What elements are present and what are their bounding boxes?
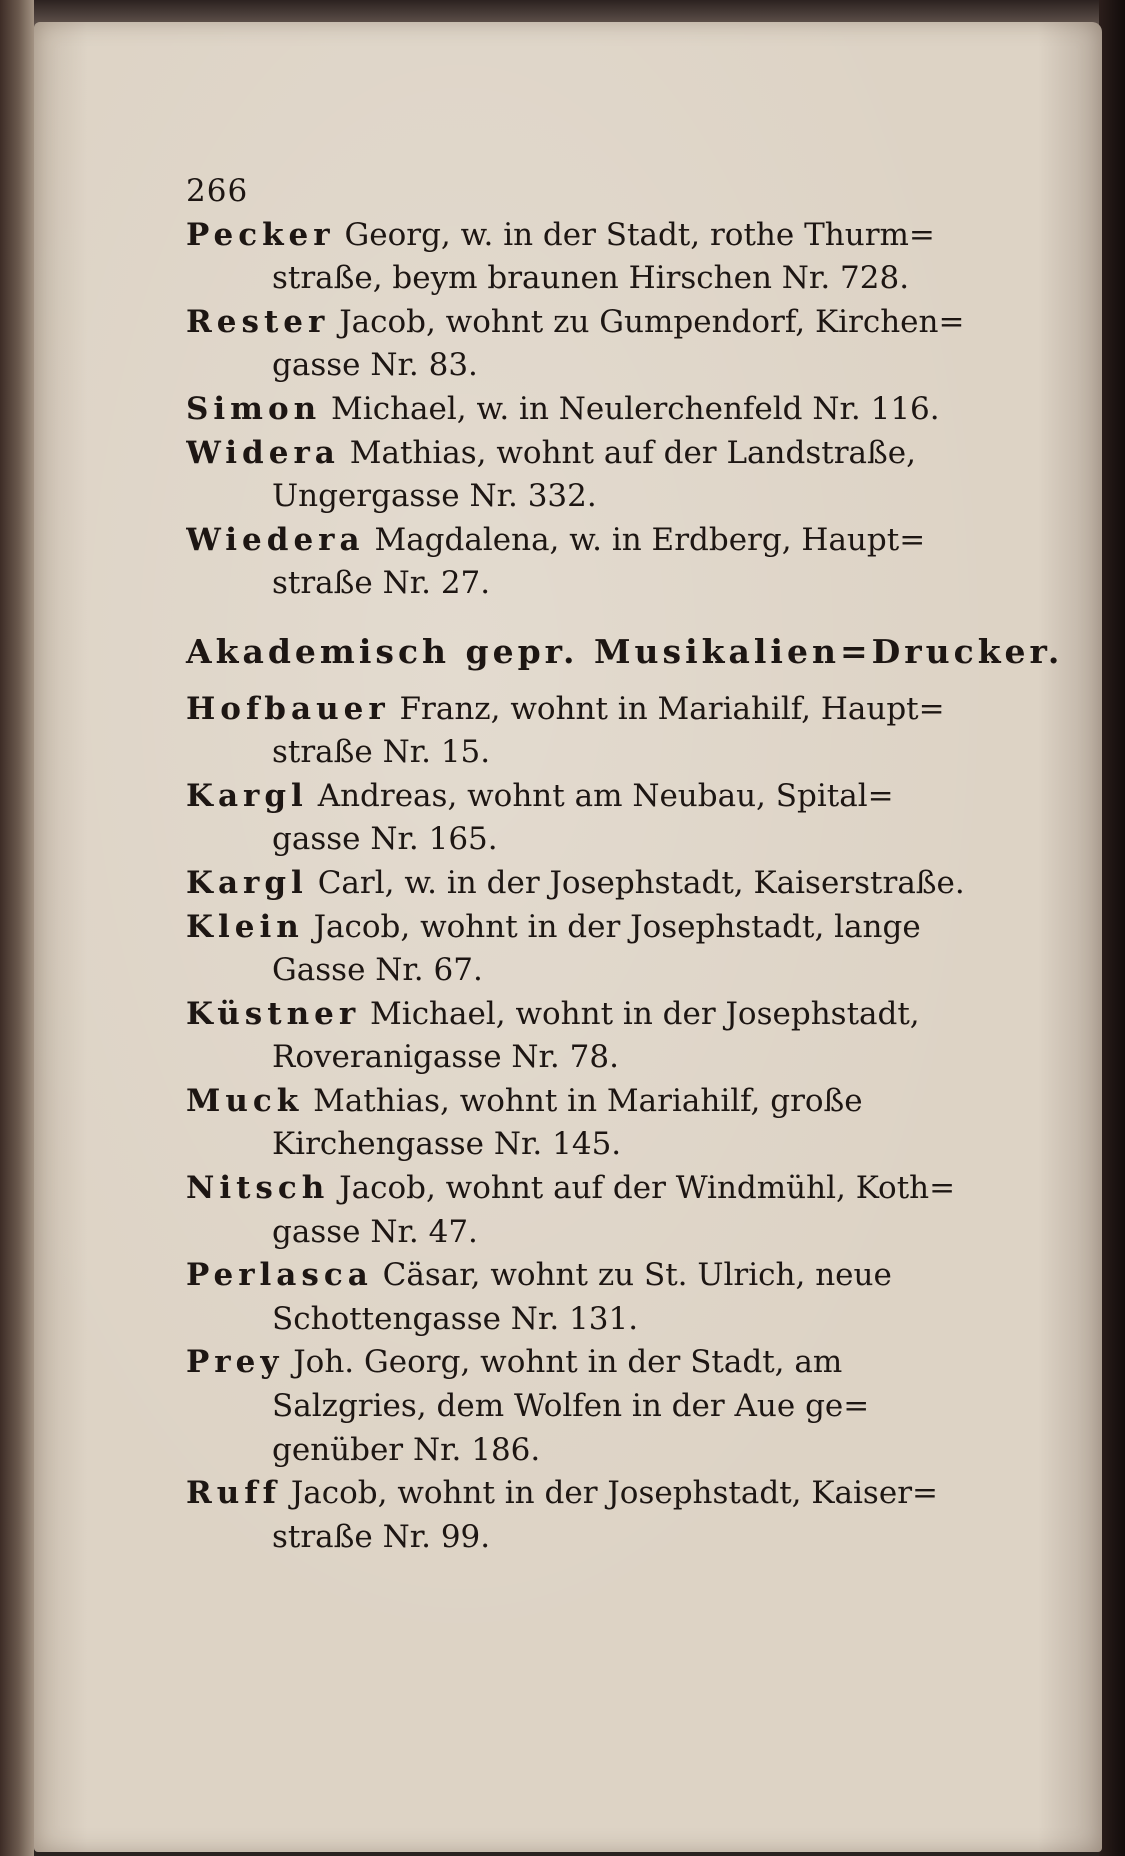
entry-name: Hofbauer bbox=[186, 690, 390, 727]
section-heading: Akademisch gepr. Musikalien=Drucker. bbox=[186, 631, 1064, 671]
entry-text: Jacob, wohnt auf der Windmühl, Koth= bbox=[339, 1170, 956, 1207]
directory-entry bbox=[186, 906, 1026, 993]
entry-name: Widera bbox=[186, 434, 340, 471]
entry-name: Rester bbox=[186, 303, 330, 340]
book-cover-edge bbox=[1099, 0, 1125, 1856]
entry-text: Gasse Nr. 67. bbox=[272, 952, 483, 989]
directory-entry bbox=[186, 775, 1026, 862]
entry-list-printers bbox=[186, 688, 1026, 1560]
entry-text: Mathias, wohnt in Mariahilf, große bbox=[313, 1082, 863, 1119]
entry-text: Jacob, wohnt zu Gumpendorf, Kirchen= bbox=[339, 303, 965, 340]
entry-name: Kargl bbox=[186, 864, 308, 901]
entry-name: Küstner bbox=[186, 995, 361, 1032]
entry-text: Joh. Georg, wohnt in der Stadt, am bbox=[293, 1344, 843, 1381]
directory-entry bbox=[186, 388, 1026, 432]
directory-entry bbox=[186, 519, 1026, 606]
entry-text: Kirchengasse Nr. 145. bbox=[272, 1126, 622, 1163]
entry-text: straße Nr. 99. bbox=[272, 1518, 491, 1555]
entry-name: Nitsch bbox=[186, 1170, 330, 1207]
entry-text: Mathias, wohnt auf der Landstraße, bbox=[349, 434, 916, 471]
entry-text: straße, beym braunen Hirschen Nr. 728. bbox=[272, 260, 910, 297]
entry-text: Georg, w. in der Stadt, rothe Thurm= bbox=[344, 216, 935, 253]
entry-name: Klein bbox=[186, 908, 304, 945]
entry-text: Ungergasse Nr. 332. bbox=[272, 478, 597, 515]
directory-entry bbox=[186, 1254, 1026, 1341]
entry-text: Salzgries, dem Wolfen in der Aue ge= bbox=[272, 1388, 870, 1425]
entry-name: Prey bbox=[186, 1344, 284, 1381]
entry-name: Kargl bbox=[186, 777, 308, 814]
entry-list-top bbox=[186, 214, 1026, 606]
directory-entry bbox=[186, 1341, 1026, 1472]
entry-text: Jacob, wohnt in der Josephstadt, Kaiser= bbox=[290, 1475, 938, 1512]
directory-entry bbox=[186, 993, 1026, 1080]
entry-name: Muck bbox=[186, 1082, 304, 1119]
entry-name: Simon bbox=[186, 390, 322, 427]
entry-text: Franz, wohnt in Mariahilf, Haupt= bbox=[399, 690, 945, 727]
entry-text: genüber Nr. 186. bbox=[272, 1431, 541, 1468]
entry-text: Magdalena, w. in Erdberg, Haupt= bbox=[374, 521, 926, 558]
entry-text: Carl, w. in der Josephstadt, Kaiserstraße. bbox=[317, 864, 965, 901]
entry-text: Jacob, wohnt in der Josephstadt, lange bbox=[313, 908, 921, 945]
entry-name: Ruff bbox=[186, 1475, 281, 1512]
entry-text: Andreas, wohnt am Neubau, Spital= bbox=[317, 777, 894, 814]
entry-text: straße Nr. 27. bbox=[272, 565, 491, 602]
entry-name: Wiedera bbox=[186, 521, 365, 558]
entry-text: Michael, wohnt in der Josephstadt, bbox=[370, 995, 920, 1032]
entry-text: Cäsar, wohnt zu St. Ulrich, neue bbox=[382, 1257, 892, 1294]
directory-entry bbox=[186, 214, 1026, 301]
entry-text: straße Nr. 15. bbox=[272, 734, 491, 771]
directory-entry bbox=[186, 688, 1026, 775]
page-text bbox=[186, 170, 1064, 1559]
directory-entry bbox=[186, 1472, 1026, 1559]
directory-entry bbox=[186, 862, 1026, 906]
entry-name: Perlasca bbox=[186, 1257, 373, 1294]
entry-text: gasse Nr. 165. bbox=[272, 821, 498, 858]
entry-text: gasse Nr. 83. bbox=[272, 347, 478, 384]
directory-entry bbox=[186, 1080, 1026, 1167]
directory-entry bbox=[186, 432, 1026, 519]
page-number: 266 bbox=[186, 173, 249, 209]
book-spine-edge bbox=[0, 0, 34, 1856]
directory-entry bbox=[186, 1167, 1026, 1254]
directory-entry bbox=[186, 301, 1026, 388]
entry-name: Pecker bbox=[186, 216, 335, 253]
entry-text: Schottengasse Nr. 131. bbox=[272, 1300, 639, 1337]
entry-text: Michael, w. in Neulerchenfeld Nr. 116. bbox=[331, 390, 940, 427]
entry-text: gasse Nr. 47. bbox=[272, 1213, 478, 1250]
entry-text: Roveranigasse Nr. 78. bbox=[272, 1039, 619, 1076]
